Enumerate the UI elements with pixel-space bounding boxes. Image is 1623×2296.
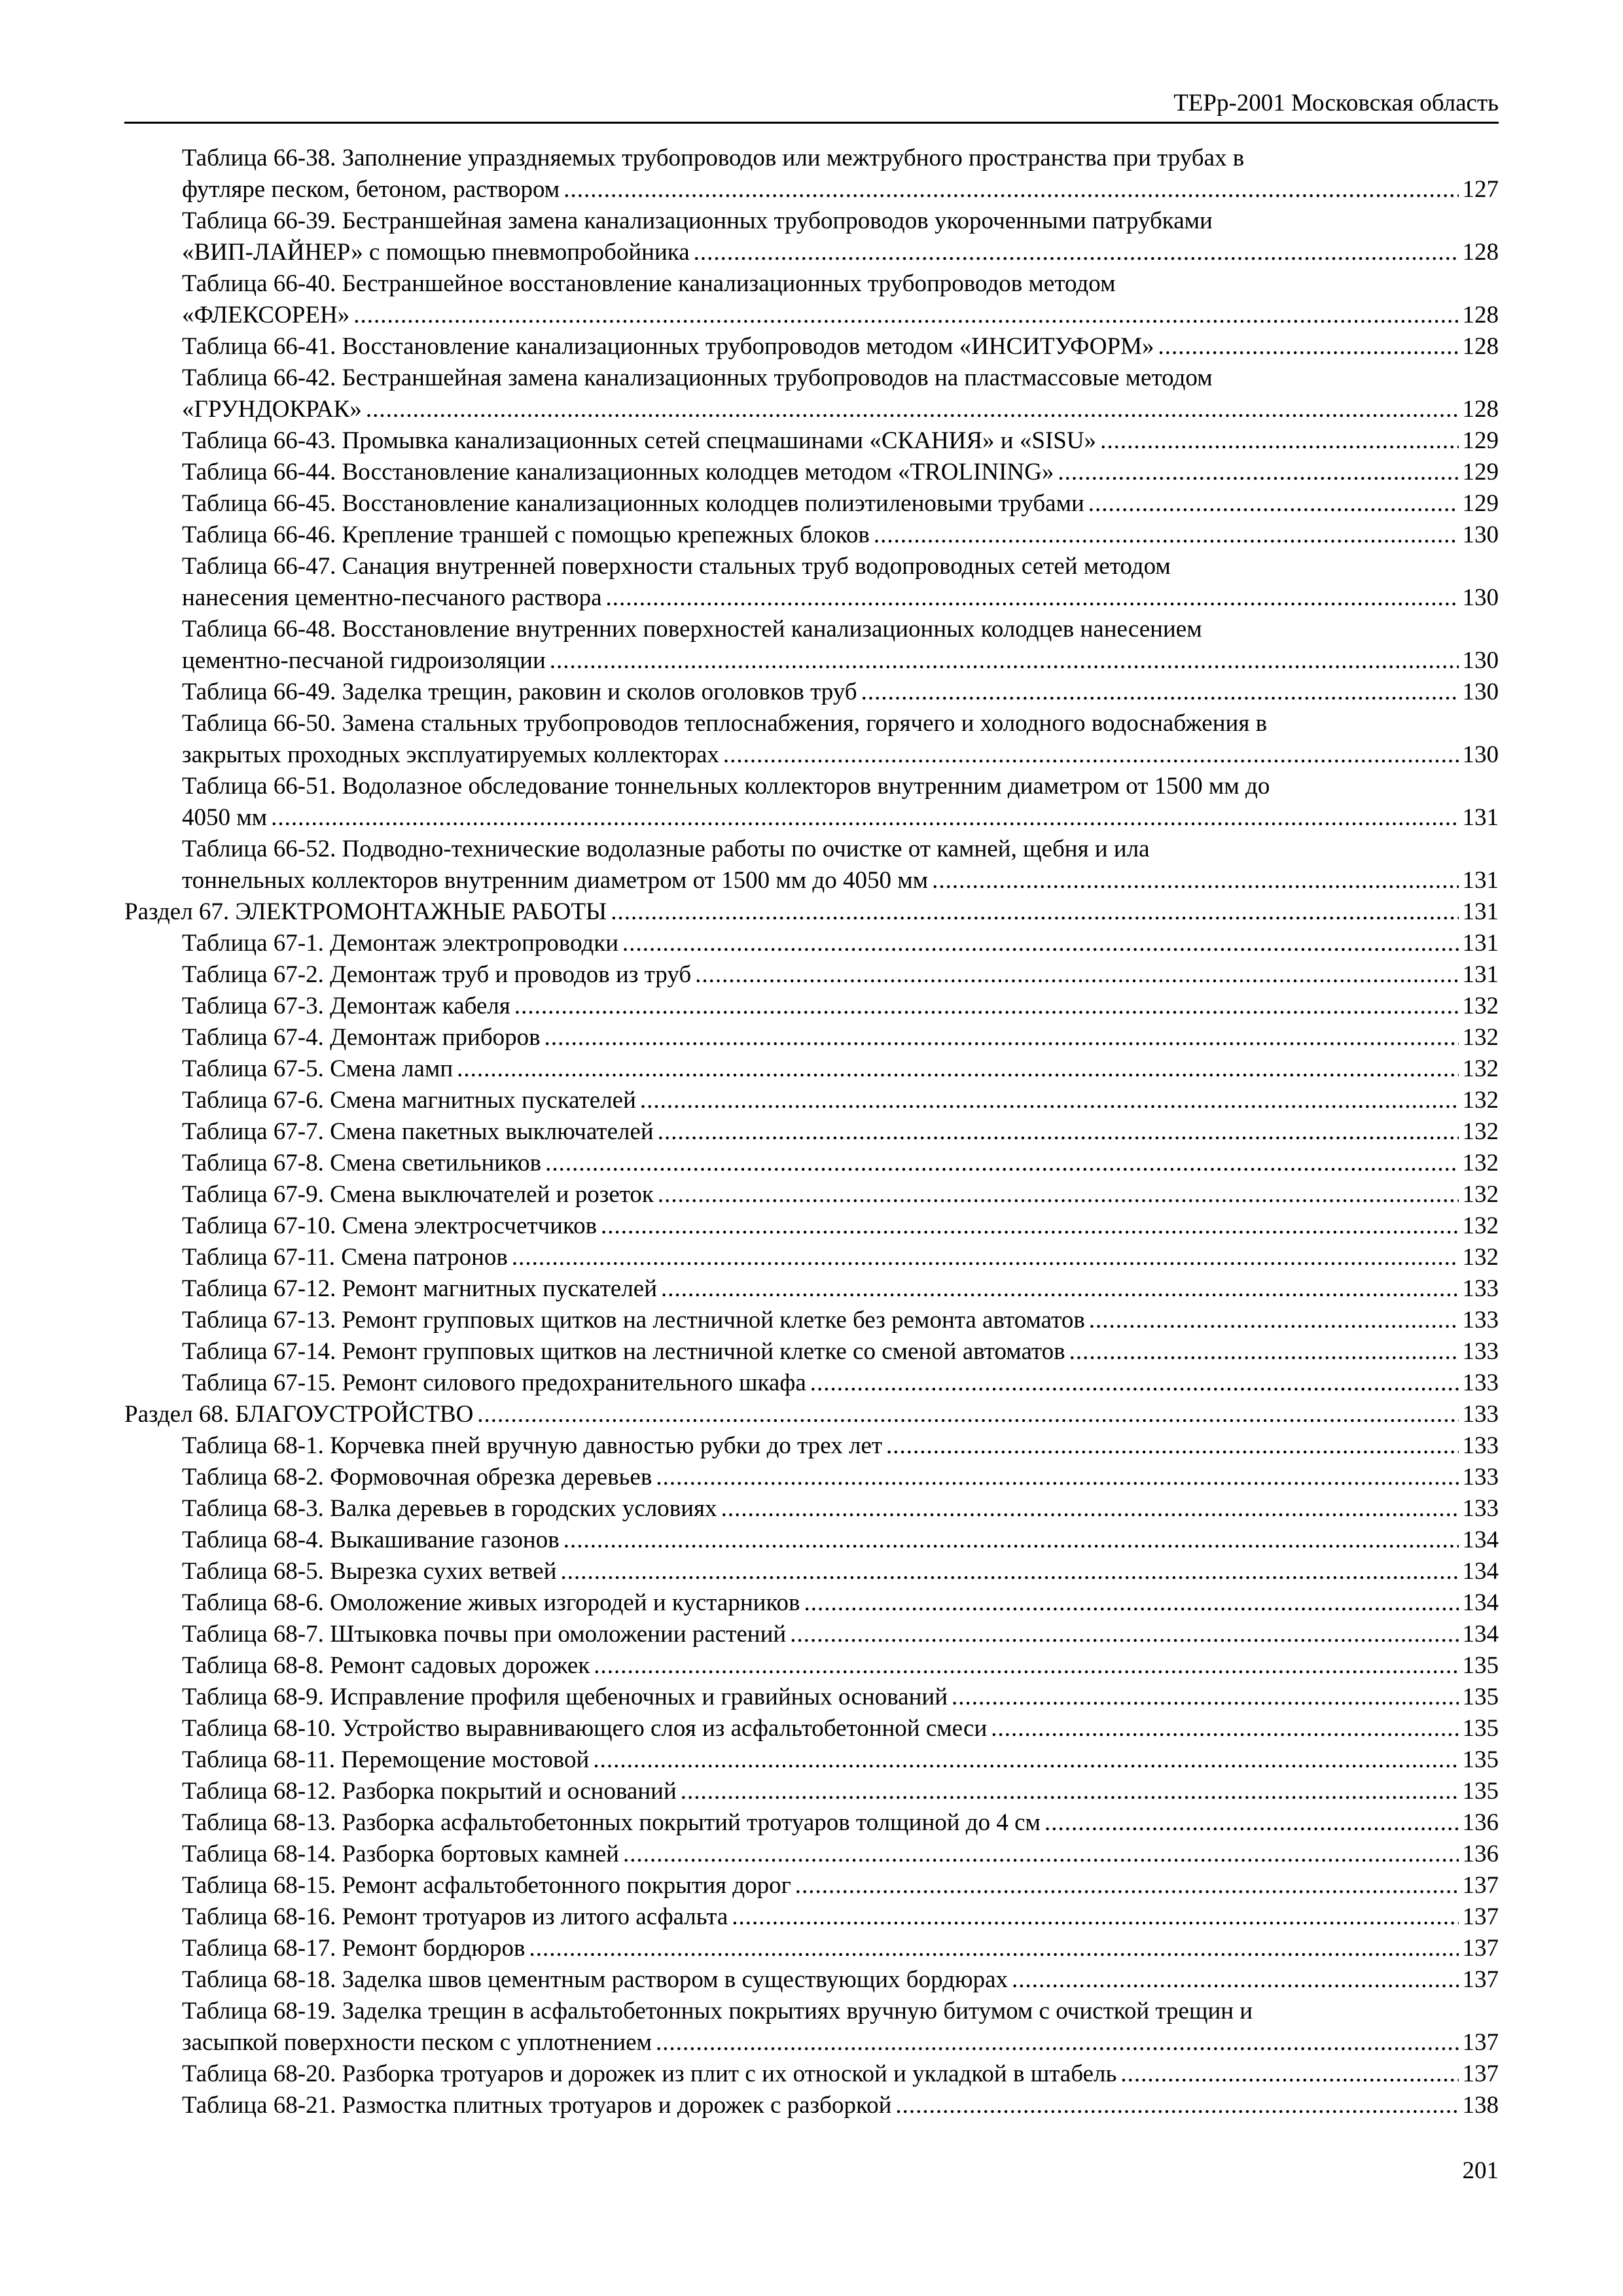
toc-leader-row [182,1273,1499,1305]
toc-entry-title: Таблица 68-15. Ремонт асфальтобетонного покрытия дорог [182,1872,791,1899]
toc-entry[interactable] [124,677,1499,708]
toc-page-number: 133 [1462,1369,1499,1396]
toc-leader-row [182,237,1499,268]
toc-leader-row [182,2058,1499,2090]
toc-leader-row [182,1901,1499,1933]
toc-section[interactable] [124,896,1499,928]
dot-leader [804,1587,1459,1619]
toc-page-number: 129 [1462,459,1499,486]
toc-entry-text-line: Таблица 66-38. Заполнение упраздняемых трубопроводов или межтрубного пространства при трубах в [182,145,1245,171]
toc-entry[interactable] [124,1870,1499,1901]
toc-entry-title: Таблица 66-46. Крепление траншей с помощью крепежных блоков [182,521,870,548]
toc-page-number: 128 [1462,302,1499,328]
toc-entry[interactable] [124,1085,1499,1116]
dot-leader [1012,1964,1459,1996]
toc-page-number: 134 [1462,1589,1499,1616]
dot-leader [810,1368,1459,1399]
toc-page-number: 136 [1462,1809,1499,1836]
toc-entry[interactable] [124,1901,1499,1933]
toc-entry-text-line: Таблица 66-48. Восстановление внутренних поверхностей канализационных колодцев нанесением [182,616,1202,643]
toc-entry[interactable] [124,1242,1499,1273]
toc-leader-row [182,1179,1499,1210]
toc-entry-title: Таблица 67-7. Смена пакетных выключателей [182,1118,654,1145]
dot-leader [695,959,1458,991]
toc-leader-row [182,1744,1499,1776]
toc-entry[interactable] [124,1650,1499,1682]
toc-entry-title: Таблица 67-3. Демонтаж кабеля [182,993,510,1019]
toc-leader-row [182,865,1499,896]
toc-page-number: 135 [1462,1778,1499,1805]
dot-leader [732,1901,1458,1933]
dot-leader [658,1179,1459,1210]
toc-entry[interactable] [124,362,1499,425]
toc-entry-title: Таблица 68-7. Штыковка почвы при омоложении растений [182,1621,787,1648]
toc-leader-row [182,802,1499,834]
dot-leader [640,1085,1459,1116]
toc-entry-title: Таблица 67-12. Ремонт магнитных пускателей [182,1275,658,1302]
toc-page-number: 132 [1462,1150,1499,1176]
toc-entry-text-line: Таблица 66-42. Бестраншейная замена канализационных трубопроводов на пластмассовые методом [182,364,1213,391]
toc-leader-row [182,582,1499,614]
toc-entry[interactable] [124,1933,1499,1964]
dot-leader [932,865,1458,896]
page-number: 201 [1462,2157,1499,2184]
toc-entry[interactable] [124,928,1499,959]
toc-entry-title: Таблица 68-18. Заделка швов цементным раствором в существующих бордюрах [182,1966,1008,1993]
toc-entry-title: 4050 мм [182,804,268,831]
toc-page-number: 137 [1462,2029,1499,2056]
toc-entry-title: Таблица 68-1. Корчевка пней вручную давностью рубки до трех лет [182,1432,883,1459]
toc-page-number: 131 [1462,867,1499,894]
toc-entry[interactable] [124,205,1499,268]
toc-leader-row [182,1462,1499,1493]
toc-entry[interactable] [124,1179,1499,1210]
toc-page-number: 130 [1462,647,1499,674]
dot-leader [366,394,1459,425]
toc-leader-row [182,1305,1499,1336]
toc-page-number: 127 [1462,176,1499,203]
toc-entry-title: Таблица 66-43. Промывка канализационных сетей спецмашинами «СКАНИЯ» и «SISU» [182,427,1097,454]
toc-page-number: 130 [1462,679,1499,705]
toc-entry[interactable] [124,1273,1499,1305]
toc-page-number: 131 [1462,804,1499,831]
toc-leader-row [182,1870,1499,1901]
toc-page-number: 135 [1462,1746,1499,1773]
toc-page-number: 132 [1462,1212,1499,1239]
toc-entry-title: Таблица 68-5. Вырезка сухих ветвей [182,1558,557,1585]
toc-entry[interactable] [124,1525,1499,1556]
toc-entry-title: Раздел 67. ЭЛЕКТРОМОНТАЖНЫЕ РАБОТЫ [124,898,607,925]
toc-entry[interactable] [124,1210,1499,1242]
toc-page-number: 128 [1462,333,1499,360]
toc-leader-row [182,1587,1499,1619]
toc-entry[interactable] [124,1619,1499,1650]
toc-entry[interactable] [124,1556,1499,1587]
toc-leader-row [182,300,1499,331]
toc-leader-row [182,174,1499,205]
dot-leader [514,991,1459,1022]
toc-entry-title: футляре песком, бетоном, раствором [182,176,560,203]
toc-page-number: 131 [1462,898,1499,925]
dot-leader [1120,2058,1458,2090]
toc-leader-row [182,959,1499,991]
toc-leader-row [182,1493,1499,1525]
dot-leader [721,1493,1459,1525]
toc-entry-title: Таблица 67-10. Смена электросчетчиков [182,1212,597,1239]
toc-entry-title: Таблица 67-8. Смена светильников [182,1150,542,1176]
toc-entry[interactable] [124,488,1499,520]
dot-leader [723,739,1459,771]
toc-entry[interactable] [124,959,1499,991]
toc-entry-title: Таблица 66-41. Восстановление канализационных трубопроводов методом «ИНСИТУФОРМ» [182,333,1154,360]
toc-leader-row [182,457,1499,488]
toc-entry-title: «ФЛЕКСОРЕН» [182,302,350,328]
toc-leader-row [182,645,1499,677]
toc-entry-text-line: Таблица 68-19. Заделка трещин в асфальтобетонных покрытиях вручную битумом с очисткой трещин и [182,1998,1253,2024]
dot-leader [1089,1305,1459,1336]
dot-leader [1044,1807,1459,1839]
toc-leader-row [182,1839,1499,1870]
toc-entry-title: Таблица 67-9. Смена выключателей и розеток [182,1181,654,1208]
toc-leader-row [182,1556,1499,1587]
dot-leader [563,1525,1459,1556]
dot-leader [353,300,1458,331]
dot-leader [790,1619,1458,1650]
toc-page-number: 132 [1462,1181,1499,1208]
toc-page-number: 137 [1462,1935,1499,1962]
toc-entry-text-line: Таблица 66-52. Подводно-технические водолазные работы по очистке от камней, щебня и ила [182,836,1150,862]
toc-entry-title: тоннельных коллекторов внутренним диаметром от 1500 мм до 4050 мм [182,867,929,894]
toc-entry-title: засыпкой поверхности песком с уплотнением [182,2029,652,2056]
toc-entry-text-line: Таблица 66-51. Водолазное обследование тоннельных коллекторов внутренним диаметром от 1500 мм до [182,773,1270,800]
toc-entry[interactable] [124,1964,1499,1996]
dot-leader [606,582,1459,614]
toc-page-number: 133 [1462,1401,1499,1428]
toc-entry-title: Таблица 66-45. Восстановление канализационных колодцев полиэтиленовыми трубами [182,490,1084,517]
toc-leader-row [182,1430,1499,1462]
toc-page-number: 132 [1462,1024,1499,1051]
toc-entry[interactable] [124,1053,1499,1085]
toc-entry-title: Таблица 66-49. Заделка трещин, раковин и сколов оголовков труб [182,679,857,705]
toc-entry[interactable] [124,1682,1499,1713]
toc-entry[interactable] [124,1744,1499,1776]
dot-leader [952,1682,1459,1713]
dot-leader [550,645,1459,677]
dot-leader [861,677,1459,708]
toc-page-number: 132 [1462,993,1499,1019]
toc-leader-row [182,1022,1499,1053]
toc-entry-title: нанесения цементно-песчаного раствора [182,584,602,611]
toc-entry-title: Таблица 68-20. Разборка тротуаров и дорожек из плит с их отноской и укладкой в штабель [182,2060,1117,2087]
dot-leader [991,1713,1458,1744]
toc-entry[interactable] [124,708,1499,771]
document-title: ТЕРр-2001 Московская область [1173,90,1499,116]
dot-leader [795,1870,1459,1901]
dot-leader [512,1242,1459,1273]
toc-entry-title: Таблица 67-6. Смена магнитных пускателей [182,1087,636,1114]
toc-leader-row [182,1336,1499,1368]
toc-leader-row [182,1085,1499,1116]
toc-entry-title: Таблица 68-4. Выкашивание газонов [182,1527,560,1553]
dot-leader [622,928,1458,959]
toc-entry-title: Таблица 67-1. Демонтаж электропроводки [182,930,619,957]
toc-entry[interactable] [124,551,1499,614]
toc-leader-row [182,677,1499,708]
toc-page-number: 129 [1462,490,1499,517]
toc-entry[interactable] [124,1493,1499,1525]
toc-page-number: 137 [1462,2060,1499,2087]
toc-leader-row [182,1713,1499,1744]
toc-entry[interactable] [124,614,1499,677]
toc-page-number: 130 [1462,584,1499,611]
dot-leader [681,1776,1459,1807]
toc-page-number: 128 [1462,396,1499,423]
toc-leader-row [182,928,1499,959]
dot-leader [656,2027,1458,2058]
toc-page-number: 133 [1462,1495,1499,1522]
toc-page-number: 130 [1462,741,1499,768]
toc-page-number: 135 [1462,1684,1499,1710]
toc-entry-title: Раздел 68. БЛАГОУСТРОЙСТВО [124,1401,474,1428]
toc-entry-title: Таблица 68-3. Валка деревьев в городских условиях [182,1495,717,1522]
dot-leader [477,1399,1458,1430]
toc-page-number: 132 [1462,1244,1499,1271]
toc-page-number: 135 [1462,1652,1499,1679]
toc-leader-row [182,1619,1499,1650]
toc-entry-title: Таблица 68-13. Разборка асфальтобетонных покрытий тротуаров толщиной до 4 см [182,1809,1041,1836]
toc-entry-title: «ГРУНДОКРАК» [182,396,362,423]
toc-leader-row [182,1682,1499,1713]
toc-page-number: 132 [1462,1055,1499,1082]
toc-entry-title: цементно-песчаной гидроизоляции [182,647,546,674]
toc-entry-title: Таблица 67-5. Смена ламп [182,1055,454,1082]
toc-entry[interactable] [124,1368,1499,1399]
toc-leader-row [182,520,1499,551]
toc-entry-title: Таблица 68-17. Ремонт бордюров [182,1935,526,1962]
toc-entry[interactable] [124,520,1499,551]
toc-entry[interactable] [124,834,1499,896]
toc-entry-title: Таблица 68-12. Разборка покрытий и оснований [182,1778,677,1805]
toc-entry-title: Таблица 68-14. Разборка бортовых камней [182,1841,619,1867]
toc-leader-row [182,1116,1499,1148]
toc-entry[interactable] [124,1839,1499,1870]
dot-leader [1100,425,1458,457]
toc-page-number: 130 [1462,521,1499,548]
toc-leader-row [182,1148,1499,1179]
dot-leader [529,1933,1459,1964]
toc-leader-row [182,1776,1499,1807]
dot-leader [886,1430,1458,1462]
toc-entry-title: Таблица 67-2. Демонтаж труб и проводов из труб [182,961,692,988]
dot-leader [623,1839,1459,1870]
toc-entry-title: Таблица 67-13. Ремонт групповых щитков на лестничной клетке без ремонта автоматов [182,1307,1085,1333]
toc-page-number: 133 [1462,1307,1499,1333]
dot-leader [611,896,1458,928]
toc-leader-row [182,425,1499,457]
dot-leader [661,1273,1458,1305]
toc-page-number: 128 [1462,239,1499,266]
dot-leader [1158,331,1458,362]
toc-entry-title: Таблица 68-6. Омоложение живых изгородей и кустарников [182,1589,800,1616]
toc-leader-row [182,1807,1499,1839]
dot-leader [658,1116,1459,1148]
toc-entry-title: Таблица 68-16. Ремонт тротуаров из литого асфальта [182,1903,728,1930]
toc-page-number: 132 [1462,1087,1499,1114]
toc-leader-row [124,896,1499,928]
dot-leader [544,1022,1459,1053]
toc-entry-title: Таблица 67-4. Демонтаж приборов [182,1024,541,1051]
toc-entry[interactable] [124,457,1499,488]
dot-leader [545,1148,1458,1179]
dot-leader [594,1650,1458,1682]
toc-entry[interactable] [124,1807,1499,1839]
toc-leader-row [182,331,1499,362]
toc-leader-row [182,1650,1499,1682]
toc-entry[interactable] [124,1022,1499,1053]
toc-entry-text-line: Таблица 66-50. Замена стальных трубопроводов теплоснабжения, горячего и холодного водоснабжения в [182,710,1268,737]
toc-entry-text-line: Таблица 66-47. Санация внутренней поверхности стальных труб водопроводных сетей методом [182,553,1171,580]
dot-leader [601,1210,1458,1242]
toc-leader-row [182,2090,1499,2121]
toc-page-number: 133 [1462,1464,1499,1491]
toc-entry[interactable] [124,1996,1499,2058]
dot-leader [656,1462,1458,1493]
toc-entry[interactable] [124,1776,1499,1807]
dot-leader [1058,457,1458,488]
toc-page-number: 133 [1462,1338,1499,1365]
toc-leader-row [182,394,1499,425]
toc-leader-row [182,1210,1499,1242]
toc-entry-title: Таблица 68-11. Перемощение мостовой [182,1746,590,1773]
toc-entry[interactable] [124,425,1499,457]
toc-entry[interactable] [124,1587,1499,1619]
dot-leader [563,174,1458,205]
toc-leader-row [182,739,1499,771]
toc-entry[interactable] [124,1336,1499,1368]
toc-page-number: 134 [1462,1558,1499,1585]
toc-page-number: 131 [1462,961,1499,988]
toc-entry-title: Таблица 68-10. Устройство выравнивающего слоя из асфальтобетонной смеси [182,1715,988,1742]
toc-leader-row [182,991,1499,1022]
toc-entry-text-line: Таблица 66-39. Бестраншейная замена канализационных трубопроводов укороченными патрубками [182,207,1213,234]
toc-entry[interactable] [124,991,1499,1022]
dot-leader [271,802,1458,834]
toc-entry[interactable] [124,771,1499,834]
toc-entry[interactable] [124,268,1499,331]
dot-leader [561,1556,1459,1587]
dot-leader [895,2090,1458,2121]
toc-page-number: 135 [1462,1715,1499,1742]
dot-leader [457,1053,1458,1085]
dot-leader [593,1744,1458,1776]
dot-leader [1069,1336,1459,1368]
toc-entry[interactable] [124,1462,1499,1493]
toc-leader-row [182,1242,1499,1273]
toc-entry-text-line: Таблица 66-40. Бестраншейное восстановление канализационных трубопроводов методом [182,270,1116,297]
toc-page-number: 133 [1462,1275,1499,1302]
toc-entry[interactable] [124,2058,1499,2090]
toc-page-number: 137 [1462,1872,1499,1899]
toc-page-number: 132 [1462,1118,1499,1145]
table-of-contents [124,143,1499,2121]
toc-leader-row [182,1964,1499,1996]
toc-entry-title: Таблица 68-9. Исправление профиля щебеночных и гравийных оснований [182,1684,948,1710]
toc-leader-row [182,2027,1499,2058]
toc-entry[interactable] [124,2090,1499,2121]
toc-entry-title: Таблица 68-21. Размостка плитных тротуаров и дорожек с разборкой [182,2092,892,2119]
toc-leader-row [182,1368,1499,1399]
toc-entry-title: Таблица 67-11. Смена патронов [182,1244,508,1271]
toc-entry-title: Таблица 66-44. Восстановление канализационных колодцев методом «TROLINING» [182,459,1054,486]
toc-page-number: 137 [1462,1903,1499,1930]
toc-page-number: 137 [1462,1966,1499,1993]
toc-page-number: 134 [1462,1527,1499,1553]
toc-page-number: 129 [1462,427,1499,454]
toc-entry[interactable] [124,1713,1499,1744]
toc-page-number: 133 [1462,1432,1499,1459]
toc-leader-row [182,1053,1499,1085]
toc-leader-row [182,1933,1499,1964]
page-header [124,85,1499,124]
dot-leader [1088,488,1459,520]
toc-entry[interactable] [124,1430,1499,1462]
toc-entry-title: Таблица 68-2. Формовочная обрезка деревьев [182,1464,652,1491]
toc-leader-row [124,1399,1499,1430]
toc-entry-title: закрытых проходных эксплуатируемых коллекторах [182,741,719,768]
toc-page-number: 136 [1462,1841,1499,1867]
toc-entry-title: «ВИП-ЛАЙНЕР» с помощью пневмопробойника [182,239,690,266]
dot-leader [694,237,1459,268]
toc-entry[interactable] [124,143,1499,205]
dot-leader [874,520,1459,551]
toc-leader-row [182,1525,1499,1556]
toc-leader-row [182,488,1499,520]
toc-section[interactable] [124,1399,1499,1430]
toc-entry[interactable] [124,1305,1499,1336]
toc-entry-title: Таблица 68-8. Ремонт садовых дорожек [182,1652,590,1679]
toc-entry[interactable] [124,1116,1499,1148]
toc-entry[interactable] [124,1148,1499,1179]
toc-entry[interactable] [124,331,1499,362]
toc-entry-title: Таблица 67-14. Ремонт групповых щитков на лестничной клетке со сменой автоматов [182,1338,1065,1365]
toc-entry-title: Таблица 67-15. Ремонт силового предохранительного шкафа [182,1369,806,1396]
toc-page-number: 138 [1462,2092,1499,2119]
toc-page-number: 131 [1462,930,1499,957]
toc-page-number: 134 [1462,1621,1499,1648]
